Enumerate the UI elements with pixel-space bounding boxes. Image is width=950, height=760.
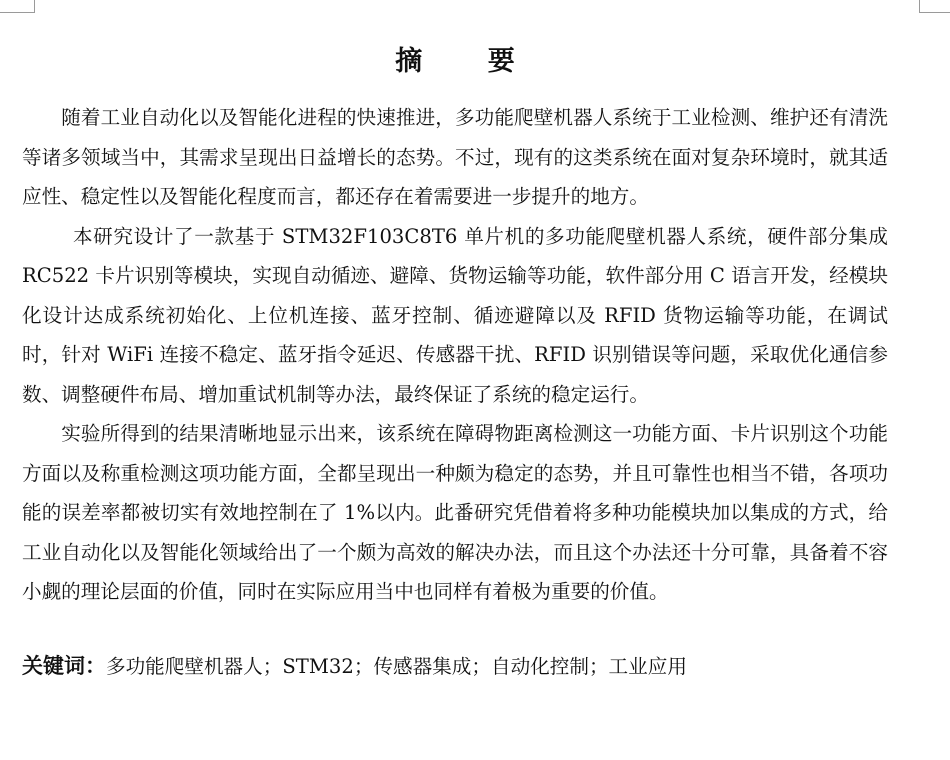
abstract-paragraph-3: 实验所得到的结果清晰地显示出来，该系统在障碍物距离检测这一功能方面、卡片识别这个功能方面以及称重检测这项功能方面，全都呈现出一种颇为稳定的态势，并且可靠性也相当不错，各项功能的误差率都被切实有效地控制在了 1%以内。此番研究凭借着将多种功能模块加以集成的方式，给工业自动化以及智能化领域给出了一个颇为高效的解决办法，而且这个办法还十分可靠，具备着不容小觑的理论层面的价值，同时在实际应用当中也同样有着极为重要的价值。 xyxy=(22,422,888,603)
abstract-title: 摘 要 xyxy=(395,46,543,77)
abstract-paragraph-1: 随着工业自动化以及智能化进程的快速推进，多功能爬壁机器人系统于工业检测、维护还有清洗等诸多领域当中，其需求呈现出日益增长的态势。不过，现有的这类系统在面对复杂环境时，就其适应性、稳定性以及智能化程度而言，都还存在着需要进一步提升的地方。 xyxy=(22,106,888,208)
keywords-label: 关键词： xyxy=(22,653,106,678)
keywords-line xyxy=(22,646,888,687)
keywords-text: 多功能爬壁机器人；STM32；传感器集成；自动化控制；工业应用 xyxy=(106,654,687,678)
abstract-paragraph-2: 本研究设计了一款基于 STM32F103C8T6 单片机的多功能爬壁机器人系统，硬件部分集成 RC522 卡片识别等模块，实现自动循迹、避障、货物运输等功能，软件部分用 C 语言开发，经模块化设计达成系统初始化、上位机连接、蓝牙控制、循迹避障以及 RFID 货物运输等功能，在调试时，针对 WiFi 连接不稳定、蓝牙指令延迟、传感器干扰、RFID 识别错误等问题，采取优化通信参数、调整硬件布局、增加重试机制等办法，最终保证了系统的稳定运行。 xyxy=(22,224,888,406)
page-corner-mark-left xyxy=(0,0,35,13)
page-corner-mark-right xyxy=(919,0,950,13)
document-page xyxy=(22,40,888,687)
